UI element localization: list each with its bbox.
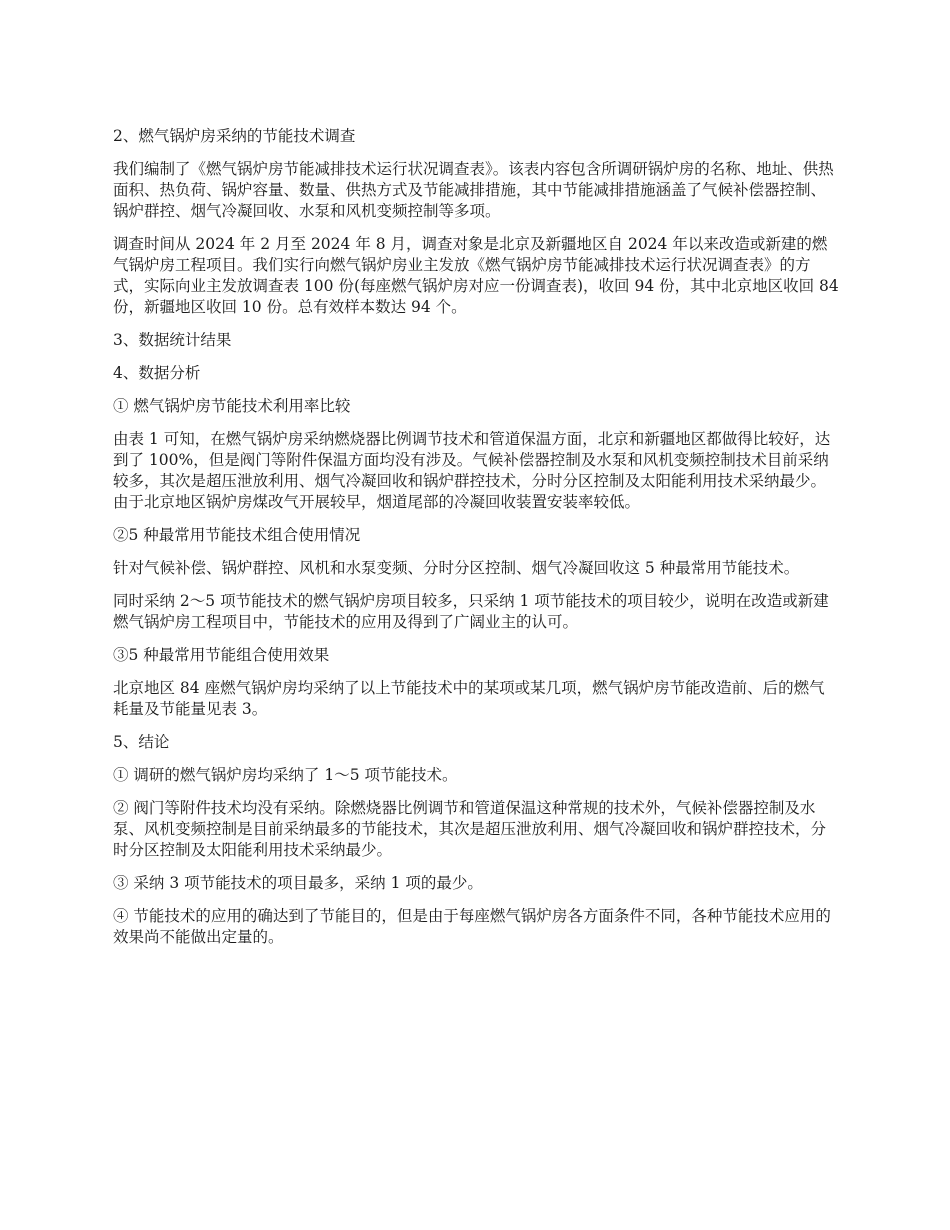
section-heading-survey: 2、燃气锅炉房采纳的节能技术调查 — [113, 127, 356, 145]
document-page — [113, 126, 840, 960]
paragraph-effect: 北京地区 84 座燃气锅炉房均采纳了以上节能技术中的某项或某几项，燃气锅炉房节能改造前、后的燃气耗量及节能量见表 3。 — [113, 679, 825, 718]
paragraph-combination-intro: 针对气候补偿、锅炉群控、风机和水泵变频、分时分区控制、烟气冷凝回收这 5 种最常用节能技术。 — [113, 559, 800, 577]
subheading-combination: ②5 种最常用节能技术组合使用情况 — [113, 526, 361, 544]
conclusion-item-2: ② 阀门等附件技术均没有采纳。除燃烧器比例调节和管道保温这种常规的技术外，气候补偿器控制及水泵、风机变频控制是目前采纳最多的节能技术，其次是超压泄放利用、烟气冷凝回收和锅炉群控技术，分时分区控制及太阳能利用技术采纳最少。 — [113, 799, 827, 859]
subheading-utilization: ① 燃气锅炉房节能技术利用率比较 — [113, 397, 351, 415]
conclusion-item-1: ① 调研的燃气锅炉房均采纳了 1～5 项节能技术。 — [113, 766, 458, 784]
subheading-effect: ③5 种最常用节能组合使用效果 — [113, 646, 330, 664]
paragraph-combination-result: 同时采纳 2～5 项节能技术的燃气锅炉房项目较多，只采纳 1 项节能技术的项目较少，说明在改造或新建燃气锅炉房工程项目中，节能技术的应用及得到了广阔业主的认可。 — [113, 592, 829, 631]
conclusion-item-4: ④ 节能技术的应用的确达到了节能目的，但是由于每座燃气锅炉房各方面条件不同，各种节能技术应用的效果尚不能做出定量的。 — [113, 907, 831, 946]
conclusion-item-3: ③ 采纳 3 项节能技术的项目最多，采纳 1 项的最少。 — [113, 874, 483, 892]
section-heading-conclusion: 5、结论 — [113, 733, 170, 751]
paragraph-survey-period: 调查时间从 2024 年 2 月至 2024 年 8 月，调查对象是北京及新疆地区自 2024 年以来改造或新建的燃气锅炉房工程项目。我们实行向燃气锅炉房业主发放《燃气锅炉房节能减排技术运行状况调查表》的方式，实际向业主发放调查表 100 份(每座燃气锅炉房对应一份调查表)，收回 94 份，其中北京地区收回 84 份，新疆地区收回 10 份。总有效样本数达 94 个。 — [113, 235, 839, 316]
section-heading-analysis: 4、数据分析 — [113, 364, 201, 382]
paragraph-survey-form: 我们编制了《燃气锅炉房节能减排技术运行状况调查表》。该表内容包含所调研锅炉房的名称、地址、供热面积、热负荷、锅炉容量、数量、供热方式及节能减排措施，其中节能减排措施涵盖了气候补偿器控制、锅炉群控、烟气冷凝回收、水泵和风机变频控制等多项。 — [113, 160, 834, 220]
paragraph-utilization: 由表 1 可知，在燃气锅炉房采纳燃烧器比例调节技术和管道保温方面，北京和新疆地区都做得比较好，达到了 100%，但是阀门等附件保温方面均没有涉及。气候补偿器控制及水泵和风机变频控制技术目前采纳较多，其次是超压泄放利用、烟气冷凝回收和锅炉群控技术，分时分区控制及太阳能利用技术采纳最少。由于北京地区锅炉房煤改气开展较早，烟道尾部的冷凝回收装置安装率较低。 — [113, 430, 831, 511]
section-heading-statistics: 3、数据统计结果 — [113, 331, 232, 349]
